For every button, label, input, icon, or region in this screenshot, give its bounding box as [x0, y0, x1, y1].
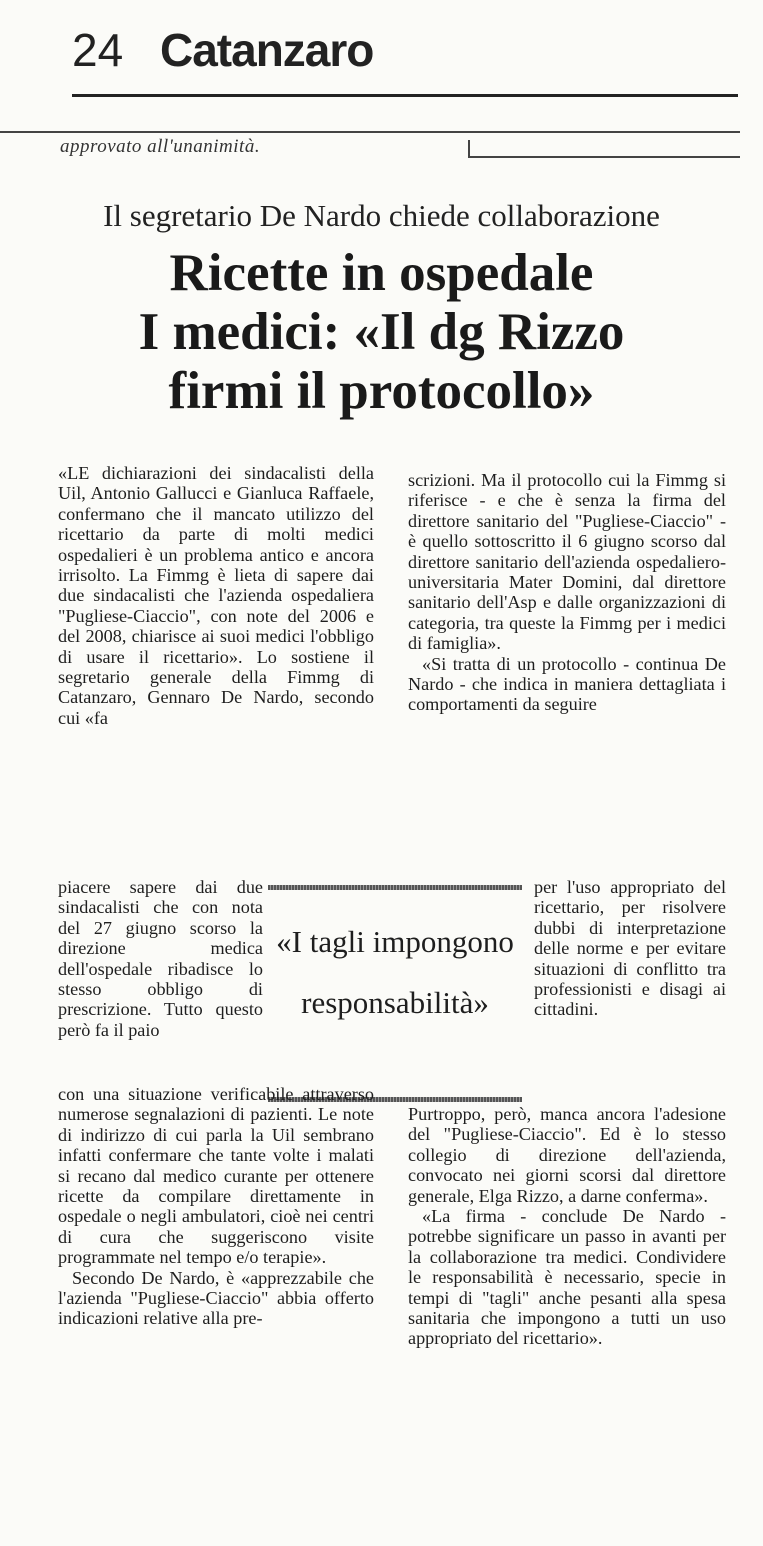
- paragraph: «La firma - conclude De Nardo - potrebbe significare un passo in avanti per la collaborazione tra medici. Condividere le responsabilità è necessario, specie in tempi di "tagli" anche pesanti alla spesa sanitaria che impongono a tutti un uso appropriato del ricettario».: [408, 1206, 726, 1349]
- headline-line: firmi il protocollo»: [168, 362, 595, 420]
- paragraph: Purtroppo, però, manca ancora l'adesione del "Pugliese-Ciaccio". Ed è lo stesso collegio di direzione dell'azienda, convocato nei giorni scorsi dal direttore generale, Elga Rizzo, a darne conferma».: [408, 1104, 726, 1206]
- paragraph: «LE dichiarazioni dei sindacalisti della Uil, Antonio Gallucci e Gianluca Raffaele, confermano che il mancato utilizzo del ricettario da parte di molti medici ospedalieri è un problema antico e ancora irrisolto. La Fimmg è lieta di sapere dai due sindacalisti che l'azienda ospedaliera "Pugliese-Ciaccio", con note del 2006 e del 2008, chiarisce ai suoi medici l'obbligo di usare il ricettario». Lo sostiene il segretario generale della Fimmg di Catanzaro, Gennaro De Nardo, secondo cui «fa: [58, 463, 374, 728]
- paragraph: per l'uso appropriato del ricettario, per risolvere dubbi di interpretazione delle norme e per evitare situazioni di conflitto tra professionisti e disagi ai cittadini.: [534, 877, 726, 1020]
- paragraph: Secondo De Nardo, è «apprezzabile che l'azienda "Pugliese-Ciaccio" abbia offerto indicazioni relative alla pre-: [58, 1267, 374, 1329]
- headline-line: I medici: «Il dg Rizzo: [138, 303, 625, 361]
- left-column-narrow: [58, 877, 263, 1040]
- pull-quote: [268, 885, 522, 1105]
- header-rule: [72, 94, 738, 97]
- previous-article-box: [468, 140, 740, 158]
- previous-article-snippet: approvato all'unanimità.: [60, 136, 261, 157]
- section-name: Catanzaro: [160, 24, 374, 76]
- page-header: [72, 22, 738, 82]
- right-column-bottom: [408, 1104, 726, 1349]
- previous-article-rule: [0, 131, 740, 133]
- headline-line: Ricette in ospedale: [169, 244, 594, 302]
- page-number: 24: [72, 24, 124, 76]
- pull-quote-top-rule: [268, 885, 522, 890]
- right-column-narrow: [534, 877, 726, 1020]
- pull-quote-text: «I tagli impongono responsabilità»: [276, 924, 514, 1020]
- article-kicker: Il segretario De Nardo chiede collaborazione: [103, 198, 660, 233]
- paragraph: con una situazione verificabile attraverso numerose segnalazioni di pazienti. Le note di indirizzo di cui parla la Uil sembrano infatti confermare che tante volte i malati si recano dal medico curante per ottenere ricette da compilare direttamente in ospedale o negli ambulatori, cioè nei centri di cura che suggeriscono visite programmate nel tempo e/o terapie».: [58, 1084, 374, 1268]
- paragraph: scrizioni. Ma il protocollo cui la Fimmg si riferisce - e che è senza la firma del direttore sanitario del "Pugliese-Ciaccio" - è quello sottoscritto il 6 giugno scorso dal direttore sanitario dell'azienda ospedaliero-universitaria Mater Domini, dal direttore sanitario dell'Asp e dalle organizzazioni di categoria, tra queste la Fimmg per i medici di famiglia».: [408, 470, 726, 654]
- left-column-bottom: [58, 1084, 374, 1329]
- right-column-top: [408, 470, 726, 715]
- paragraph: piacere sapere dai due sindacalisti che con nota del 27 giugno scorso la direzione medica dell'ospedale ribadisce lo stesso obbligo di prescrizione. Tutto questo però fa il paio: [58, 877, 263, 1040]
- paragraph: «Si tratta di un protocollo - continua De Nardo - che indica in maniera dettagliata i comportamenti da seguire: [408, 653, 726, 715]
- article-headline: [0, 244, 763, 421]
- left-column-top: [58, 463, 374, 728]
